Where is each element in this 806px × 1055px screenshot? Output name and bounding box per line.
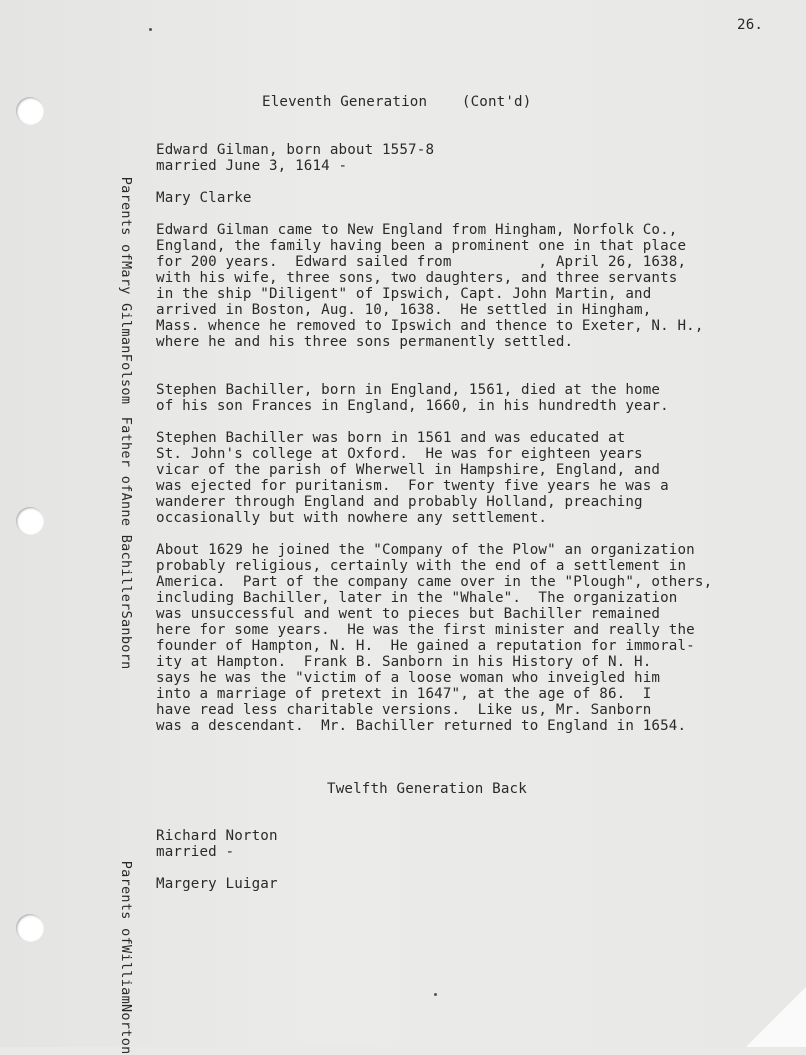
text-line: About 1629 he joined the "Company of the Plow" an organization [156,542,695,558]
section-heading-twelfth: Twelfth Generation Back [327,781,527,797]
punch-hole [16,914,44,942]
margin-note-line: Sanborn [118,610,134,670]
text-line: married June 3, 1614 - [156,158,348,174]
text-line: of his son Frances in England, 1660, in his hundredth year. [156,398,669,414]
text-line: vicar of the parish of Wherwell in Hampshire, England, and [156,462,661,478]
text-line: for 200 years. Edward sailed from , April 26, 1638, [156,254,687,270]
text-line: England, the family having been a prominent one in that place [156,238,687,254]
text-line: in the ship "Diligent" of Ipswich, Capt. John Martin, and [156,286,652,302]
spouse-name: Mary Clarke [156,190,252,206]
punch-hole [16,507,44,535]
margin-note-line: Anne Bachiller [118,492,134,611]
text-line: probably religious, certainly with the end of a settlement in [156,558,687,574]
margin-note-line: Father of [118,416,134,493]
text-line: here for some years. He was the first minister and really the [156,622,695,638]
text-line: arrived in Boston, Aug. 10, 1638. He settled in Hingham, [156,302,652,318]
margin-note-bachiller [103,383,148,670]
punch-hole [16,97,44,125]
text-line: says he was the "victim of a loose woman who inveigled him [156,670,661,686]
speck [434,993,437,996]
text-line: including Bachiller, later in the "Whale". The organization [156,590,678,606]
text-line: St. John's college at Oxford. He was for eighteen years [156,446,643,462]
text-line: founder of Hampton, N. H. He gained a reputation for immoral- [156,638,695,654]
text-line: was a descendant. Mr. Bachiller returned to England in 1654. [156,718,687,734]
margin-note-line: Parents of [118,860,134,945]
text-line: America. Part of the company came over in the "Plough", others, [156,574,713,590]
text-line: where he and his three sons permanently settled. [156,334,574,350]
margin-note-line: Folsom [118,353,134,405]
text-line: wanderer through England and probably Holland, preaching [156,494,643,510]
spouse-name: Margery Luigar [156,876,278,892]
text-line: Stephen Bachiller, born in England, 1561, died at the home [156,382,661,398]
margin-note-line: Parents of [118,176,134,261]
text-line: into a marriage of pretext in 1647", at the age of 86. I [156,686,652,702]
margin-note-line: Mary Gilman [118,261,134,354]
section-heading-eleventh: Eleventh Generation (Cont'd) [262,94,532,110]
text-line: Stephen Bachiller was born in 1561 and was educated at [156,430,626,446]
text-line: was ejected for puritanism. For twenty five years he was a [156,478,669,494]
page-number: 26. [737,17,764,33]
text-line: married - [156,844,235,860]
margin-note-gilman [103,143,148,405]
text-line: Edward Gilman, born about 1557-8 [156,142,435,158]
margin-note-line: William [118,945,134,1004]
text-line: Edward Gilman came to New England from Hingham, Norfolk Co., [156,222,678,238]
margin-note-line: Norton [118,1004,134,1055]
text-line: was unsuccessful and went to pieces but Bachiller remained [156,606,661,622]
text-line: Richard Norton [156,828,278,844]
text-line: have read less charitable versions. Like us, Mr. Sanborn [156,702,652,718]
speck [149,28,152,31]
margin-note-norton [103,827,148,1055]
text-line: ity at Hampton. Frank B. Sanborn in his History of N. H. [156,654,652,670]
text-line: Mass. whence he removed to Ipswich and thence to Exeter, N. H., [156,318,704,334]
text-line: occasionally but with nowhere any settlement. [156,510,548,526]
page-corner [746,987,806,1047]
text-line: with his wife, three sons, two daughters, and three servants [156,270,678,286]
